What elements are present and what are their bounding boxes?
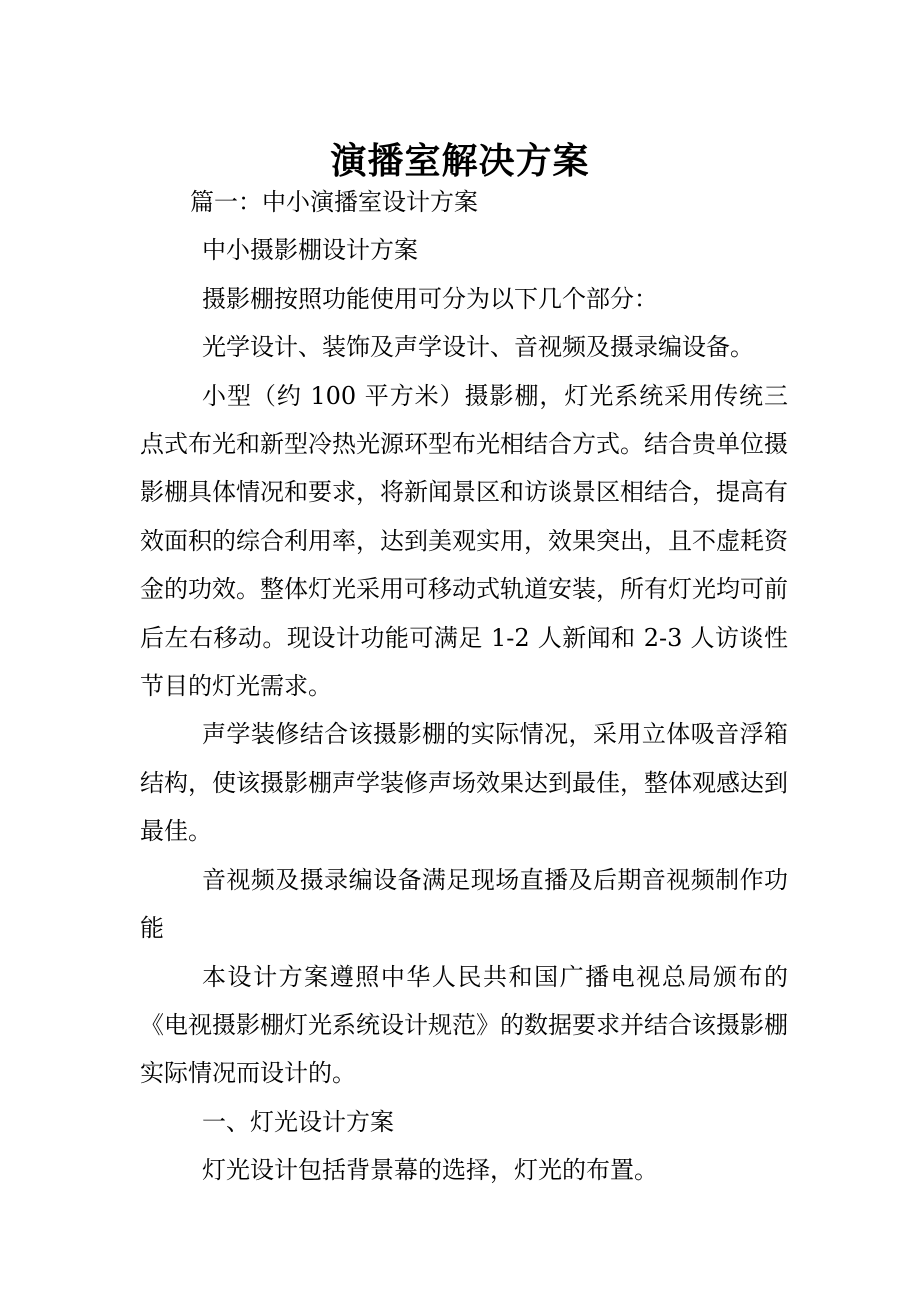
section-heading: 一、灯光设计方案 — [202, 1107, 394, 1136]
paragraph: 小型（约 100 平方米）摄影棚，灯光系统采用传统三点式布光和新型冷热光源环型布光相结合方式。结合贵单位摄影棚具体情况和要求，将新闻景区和访谈景区相结合，提高有效面积的综合利用率，达到美观实用，效果突出，且不虚耗资金的功效。整体灯光采用可移动式轨道安装，所有灯光均可前后左右移动。现设计功能可满足 1-2 人新闻和 2-3 人访谈性节目的灯光需求。 — [140, 381, 788, 701]
section-heading: 篇一：中小演播室设计方案 — [190, 188, 478, 216]
paragraph: 声学装修结合该摄影棚的实际情况，采用立体吸音浮箱结构，使该摄影棚声学装修声场效果达到最佳，整体观感达到最佳。 — [140, 720, 788, 846]
paragraph: 本设计方案遵照中华人民共和国广播电视总局颁布的《电视摄影棚灯光系统设计规范》的数据要求并结合该摄影棚实际情况而设计的。 — [140, 962, 788, 1088]
subsection-heading: 中小摄影棚设计方案 — [202, 236, 418, 265]
paragraph: 摄影棚按照功能使用可分为以下几个部分： — [202, 284, 658, 313]
paragraph: 光学设计、装饰及声学设计、音视频及摄录编设备。 — [202, 333, 754, 362]
document-title: 演播室解决方案 — [330, 140, 590, 183]
paragraph: 灯光设计包括背景幕的选择，灯光的布置。 — [202, 1156, 658, 1185]
paragraph: 音视频及摄录编设备满足现场直播及后期音视频制作功能 — [140, 865, 788, 943]
document-body — [140, 178, 788, 1195]
